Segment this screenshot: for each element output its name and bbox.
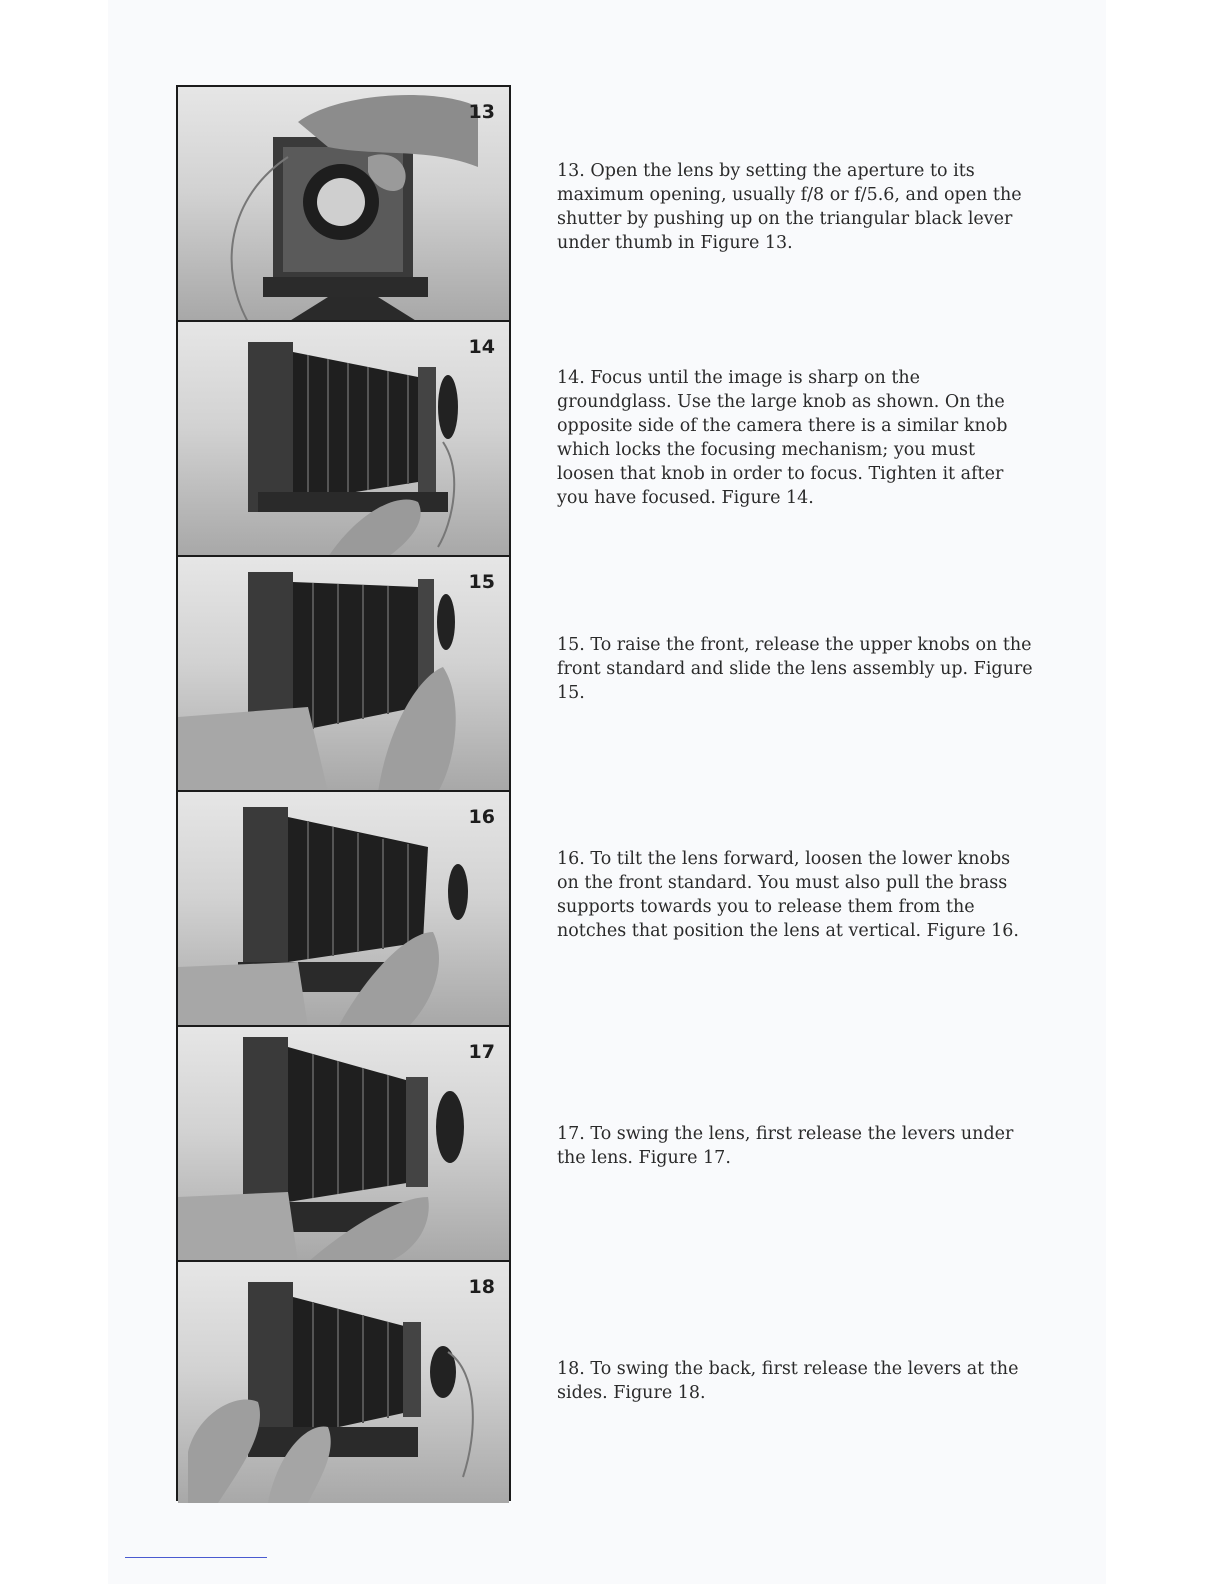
figure-number: 14 <box>468 336 495 358</box>
figure-18-panel <box>178 1262 509 1503</box>
figure-strip <box>176 85 511 1501</box>
instruction-14: 14. Focus until the image is sharp on the groundglass. Use the large knob as shown. On the opposite side of the camera there is a similar knob which locks the focusing mechanism; you must loosen that knob in order to focus. Tighten it after you have focused. Figure 14. <box>557 368 1008 508</box>
footnote-rule <box>125 1557 267 1558</box>
figure-number: 15 <box>468 571 495 593</box>
camera-swing-lens-photo <box>178 1027 509 1262</box>
figure-number: 16 <box>468 806 495 828</box>
instruction-16: 16. To tilt the lens forward, loosen the lower knobs on the front standard. You must also pull the brass supports towards you to release them from the notches that position the lens at vertical. Figure 16. <box>557 849 1019 941</box>
figure-15-panel <box>178 557 509 792</box>
camera-raise-front-photo <box>178 557 509 792</box>
instruction-13: 13. Open the lens by setting the aperture to its maximum opening, usually f/8 or f/5.6, and open the shutter by pushing up on the triangular black lever under thumb in Figure 13. <box>557 161 1022 253</box>
figure-number: 18 <box>468 1276 495 1298</box>
figure-number: 17 <box>468 1041 495 1063</box>
instruction-17: 17. To swing the lens, first release the levers under the lens. Figure 17. <box>557 1124 1014 1168</box>
figure-14-panel <box>178 322 509 557</box>
camera-front-view-photo <box>178 87 509 322</box>
figure-13-panel <box>178 87 509 322</box>
camera-swing-back-photo <box>178 1262 509 1503</box>
camera-tilt-lens-photo <box>178 792 509 1027</box>
instruction-15: 15. To raise the front, release the upper knobs on the front standard and slide the lens assembly up. Figure 15. <box>557 635 1033 703</box>
instruction-18: 18. To swing the back, first release the levers at the sides. Figure 18. <box>557 1359 1019 1403</box>
figure-17-panel <box>178 1027 509 1262</box>
camera-side-view-focus-photo <box>178 322 509 557</box>
figure-16-panel <box>178 792 509 1027</box>
figure-number: 13 <box>468 101 495 123</box>
